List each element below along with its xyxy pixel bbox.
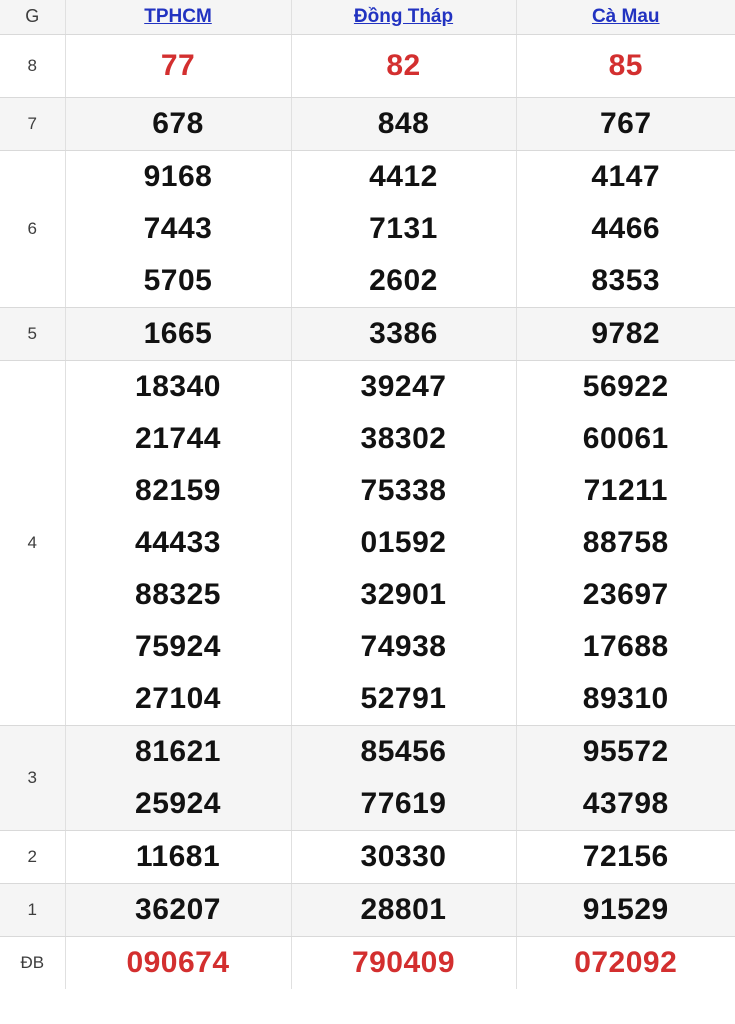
prize-row-7 xyxy=(0,97,735,150)
prize-row-8 xyxy=(0,34,735,97)
prize-row-ĐB xyxy=(0,936,735,989)
province-link-dong-thap[interactable]: Đồng Tháp xyxy=(353,5,454,27)
prize-number: 4466 xyxy=(591,211,661,245)
prize-number: 72156 xyxy=(582,839,669,873)
prize-number: 4147 xyxy=(591,159,661,193)
header-cell-tphcm xyxy=(65,0,291,34)
prize-number: 85456 xyxy=(360,734,447,768)
province-link-tphcm[interactable]: TPHCM xyxy=(144,5,212,27)
prize-number: 17688 xyxy=(582,629,669,663)
prize-number: 25924 xyxy=(135,786,221,820)
prize-number: 848 xyxy=(377,106,430,140)
prize-number: 01592 xyxy=(360,525,447,559)
tier-label: 7 xyxy=(0,97,65,150)
prize-number: 1665 xyxy=(143,316,213,350)
prize-number: 75338 xyxy=(360,473,447,507)
prize-cell-1-col1 xyxy=(65,883,291,936)
prize-cell-2-col1 xyxy=(65,830,291,883)
tier-label: ĐB xyxy=(0,936,65,989)
prize-number: 39247 xyxy=(360,369,447,403)
prize-number: 8353 xyxy=(591,263,661,297)
tier-label: 2 xyxy=(0,830,65,883)
prize-number: 7131 xyxy=(369,211,438,245)
prize-cell-7-col1 xyxy=(65,97,291,150)
prize-number: 072092 xyxy=(574,945,678,979)
prize-number: 23697 xyxy=(582,577,669,611)
prize-number: 767 xyxy=(599,106,652,140)
prize-cell-3-col2 xyxy=(291,725,516,830)
prize-cell-3-col1 xyxy=(65,725,291,830)
prize-cell-2-col2 xyxy=(291,830,516,883)
prize-number: 30330 xyxy=(360,839,447,873)
prize-cell-6-col1 xyxy=(65,150,291,307)
prize-number: 77 xyxy=(160,48,196,82)
prize-cell-6-col3 xyxy=(516,150,735,307)
prize-number: 81621 xyxy=(135,734,221,768)
prize-cell-7-col2 xyxy=(291,97,516,150)
prize-cell-4-col3 xyxy=(516,360,735,725)
prize-cell-8-col1 xyxy=(65,34,291,97)
prize-number: 5705 xyxy=(143,263,213,297)
prize-number: 18340 xyxy=(135,369,221,403)
prize-cell-5-col3 xyxy=(516,307,735,360)
header-cell-ca-mau xyxy=(516,0,735,34)
prize-number: 11681 xyxy=(135,839,221,873)
prize-cell-2-col3 xyxy=(516,830,735,883)
prize-number: 91529 xyxy=(582,892,669,926)
prize-cell-3-col3 xyxy=(516,725,735,830)
prize-number: 52791 xyxy=(360,681,447,715)
prize-number: 790409 xyxy=(351,945,456,979)
prize-number: 090674 xyxy=(126,945,230,979)
prize-number: 60061 xyxy=(582,421,669,455)
prize-number: 32901 xyxy=(360,577,447,611)
prize-number: 2602 xyxy=(369,263,438,297)
prize-row-4 xyxy=(0,360,735,725)
prize-cell-4-col2 xyxy=(291,360,516,725)
prize-number: 27104 xyxy=(135,681,221,715)
results-body xyxy=(0,34,735,989)
prize-row-5 xyxy=(0,307,735,360)
prize-row-1 xyxy=(0,883,735,936)
prize-cell-5-col1 xyxy=(65,307,291,360)
prize-number: 28801 xyxy=(360,892,447,926)
prize-number: 9168 xyxy=(143,159,213,193)
prize-cell-5-col2 xyxy=(291,307,516,360)
tier-label: 3 xyxy=(0,725,65,830)
prize-number: 71211 xyxy=(583,473,668,507)
prize-number: 75924 xyxy=(135,629,221,663)
header-g-label: G xyxy=(0,0,65,34)
prize-number: 77619 xyxy=(360,786,447,820)
tier-label: 6 xyxy=(0,150,65,307)
prize-number: 43798 xyxy=(582,786,669,820)
prize-cell-ĐB-col3 xyxy=(516,936,735,989)
prize-cell-ĐB-col2 xyxy=(291,936,516,989)
prize-row-3 xyxy=(0,725,735,830)
province-link-ca-mau[interactable]: Cà Mau xyxy=(591,5,660,27)
prize-number: 4412 xyxy=(369,159,438,193)
prize-cell-8-col2 xyxy=(291,34,516,97)
prize-number: 36207 xyxy=(135,892,221,926)
prize-row-6 xyxy=(0,150,735,307)
prize-number: 88325 xyxy=(135,577,221,611)
prize-cell-1-col2 xyxy=(291,883,516,936)
prize-number: 95572 xyxy=(582,734,669,768)
prize-cell-ĐB-col1 xyxy=(65,936,291,989)
prize-number: 3386 xyxy=(369,316,438,350)
tier-label: 5 xyxy=(0,307,65,360)
prize-number: 678 xyxy=(152,106,204,140)
prize-number: 7443 xyxy=(143,211,213,245)
prize-number: 89310 xyxy=(582,681,669,715)
header-cell-dong-thap xyxy=(291,0,516,34)
prize-number: 21744 xyxy=(135,421,221,455)
prize-cell-4-col1 xyxy=(65,360,291,725)
prize-number: 9782 xyxy=(591,316,661,350)
prize-number: 44433 xyxy=(135,525,221,559)
header-row xyxy=(0,0,735,34)
prize-cell-6-col2 xyxy=(291,150,516,307)
prize-cell-7-col3 xyxy=(516,97,735,150)
prize-number: 88758 xyxy=(582,525,669,559)
tier-label: 4 xyxy=(0,360,65,725)
prize-number: 38302 xyxy=(360,421,447,455)
prize-cell-8-col3 xyxy=(516,34,735,97)
prize-number: 82159 xyxy=(135,473,221,507)
tier-label: 1 xyxy=(0,883,65,936)
prize-number: 56922 xyxy=(582,369,669,403)
prize-number: 85 xyxy=(608,48,643,82)
prize-number: 82 xyxy=(386,48,421,82)
tier-label: 8 xyxy=(0,34,65,97)
prize-row-2 xyxy=(0,830,735,883)
prize-cell-1-col3 xyxy=(516,883,735,936)
prize-number: 74938 xyxy=(360,629,447,663)
